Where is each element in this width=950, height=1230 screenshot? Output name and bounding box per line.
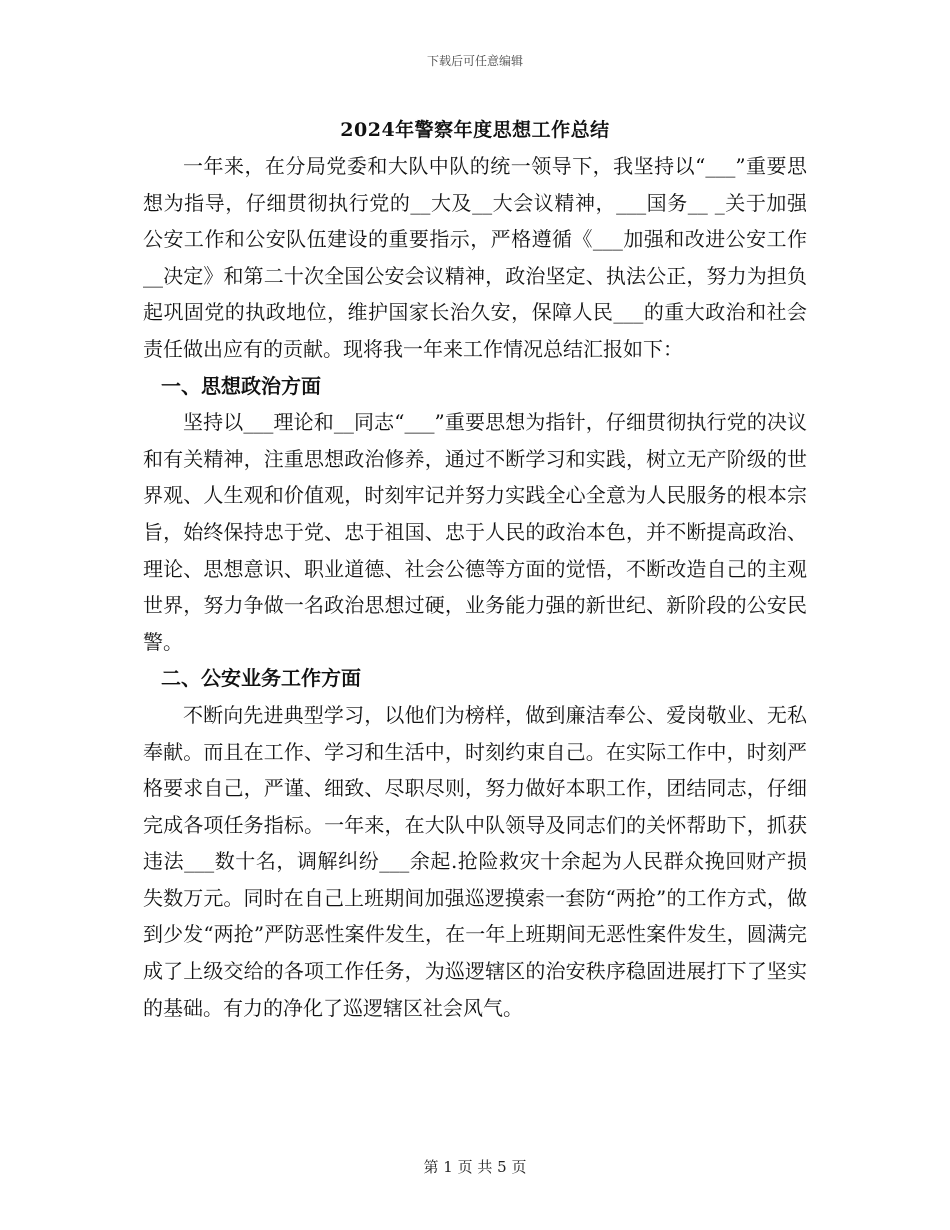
header-note: 下载后可任意编辑 [426, 54, 523, 68]
section-heading-police-work: 二、公安业务工作方面 [161, 666, 361, 691]
document-title: 2024年警察年度思想工作总结 [340, 119, 610, 141]
section-body-politics: 坚持以___理论和__同志“___”重要思想为指针，仔细贯彻执行党的决议和有关精神，注重思想政治修养，通过不断学习和实践，树立无产阶级的世界观、人生观和价值观，时刻牢记并努力实践全心全意为人民服务的根本宗旨，始终保持忠于党、忠于祖国、忠于人民的政治本色，并不断提高政治、理论、思想意识、职业道德、社会公德等方面的觉悟，不断改造自己的主观世界，努力争做一名政治思想过硬，业务能力强的新世纪、新阶段的公安民警。 [143, 410, 807, 654]
section-heading-politics: 一、思想政治方面 [161, 373, 321, 398]
document-body [143, 148, 807, 1026]
intro-paragraph: 一年来，在分局党委和大队中队的统一领导下，我坚持以“___”重要思想为指导，仔细贯彻执行党的__大及__大会议精神，___国务__ _关于加强公安工作和公安队伍建设的重要指示，严格遵循《___加强和改进公安工作__决定》和第二十次全国公安会议精神，政治坚定、执法公正，努力为担负起巩固党的执政地位，维护国家长治久安，保障人民___的重大政治和社会责任做出应有的贡献。现将我一年来工作情况总结汇报如下： [143, 154, 807, 361]
section-body-police-work: 不断向先进典型学习，以他们为榜样，做到廉洁奉公、爱岗敬业、无私奉献。而且在工作、学习和生活中，时刻约束自己。在实际工作中，时刻严格要求自己，严谨、细致、尽职尽则，努力做好本职工作，团结同志，仔细完成各项任务指标。一年来，在大队中队领导及同志们的关怀帮助下，抓获违法___数十名，调解纠纷___余起.抢险救灾十余起为人民群众挽回财产损失数万元。同时在自己上班期间加强巡逻摸索一套防“两抢”的工作方式，做到少发“两抢”严防恶性案件发生，在一年上班期间无恶性案件发生，圆满完成了上级交给的各项工作任务，为巡逻辖区的治安秩序稳固进展打下了坚实的基础。有力的净化了巡逻辖区社会风气。 [143, 702, 807, 1020]
page-number: 第 1 页 共 5 页 [423, 1158, 527, 1176]
